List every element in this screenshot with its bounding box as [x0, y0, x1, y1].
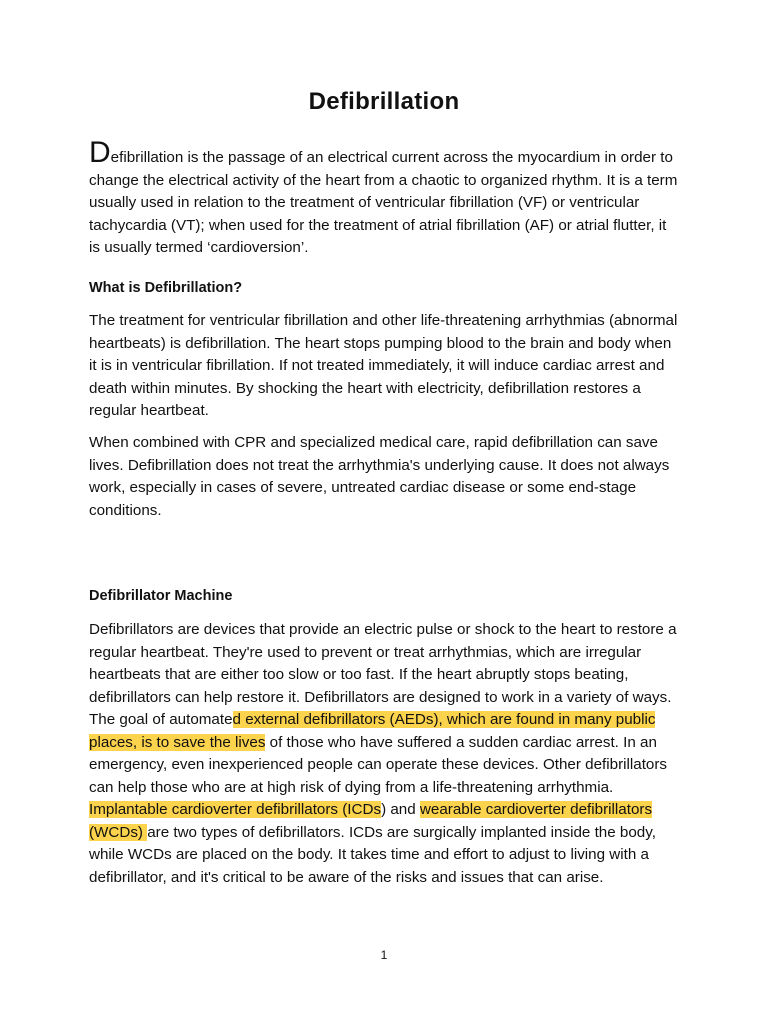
text-segment: are two types of defibrillators. ICDs are surgically implanted inside the body, while WCDs are placed on the body. It takes time and effort to adjust to living with a defibrillator, and it's critical to be aware of the risks and issues that can arise. — [89, 823, 656, 886]
highlighted-text: d external defibrillators (AEDs), which are found in many public places, is to save the lives — [89, 711, 656, 751]
text-segment: of those who have suffered a sudden cardiac arrest. In an emergency, even inexperienced people can operate these devices. Other defibrillators can help those who are at high risk of dying from a life-threatening arrhythmia. — [89, 733, 668, 796]
text-segment: Defibrillators are devices that provide an electric pulse or shock to the heart to restore a regular heartbeat. They're used to prevent or treat arrhythmias, which are irregular heartbeats that are either too slow or too fast. If the heart abruptly stops beating, defibrillators can help restore it. Defibrillators are designed to work in a variety of ways. The goal of automate — [89, 621, 677, 728]
drop-cap: D — [89, 136, 111, 169]
intro-first-line: efibrillation is the passage of an electrical current across the myocardium in — [110, 149, 617, 166]
highlighted-text: wearable cardioverter defibrillators (WCDs) — [89, 801, 653, 841]
section2-paragraph — [89, 619, 679, 889]
document-title: Defibrillation — [308, 88, 460, 115]
page-number: 1 — [380, 948, 388, 962]
intro-rest: order to change the electrical activity of the heart from a chaotic to organized rhythm. It is a term usually used in relation to the treatment of ventricular fibrillation (VF) or ventricular tachycardia (VT); when used for the treatment of atrial fibrillation (AF) or atrial flutter, it is usually termed ‘cardioversion’. — [89, 149, 678, 256]
section-heading-machine: Defibrillator Machine — [89, 588, 233, 604]
section-heading-what-is: What is Defibrillation? — [89, 280, 243, 296]
text-segment: ) and — [381, 801, 420, 818]
section1-paragraph-1: The treatment for ventricular fibrillation and other life-threatening arrhythmias (abnormal heartbeats) is defibrillation. The heart stops pumping blood to the brain and body when it is in ventricular fibrillation. If not treated immediately, it will induce cardiac arrest and death within minutes. By shocking the heart with electricity, defibrillation restores a regular heartbeat. — [89, 312, 678, 419]
section1-paragraph-2: When combined with CPR and specialized medical care, rapid defibrillation can save lives. Defibrillation does not treat the arrhythmia's underlying cause. It does not always work, especially in cases of severe, untreated cardiac disease or some end-stage conditions. — [89, 434, 670, 519]
intro-paragraph — [89, 136, 679, 260]
highlighted-text: Implantable cardioverter defibrillators (ICDs — [89, 801, 382, 818]
